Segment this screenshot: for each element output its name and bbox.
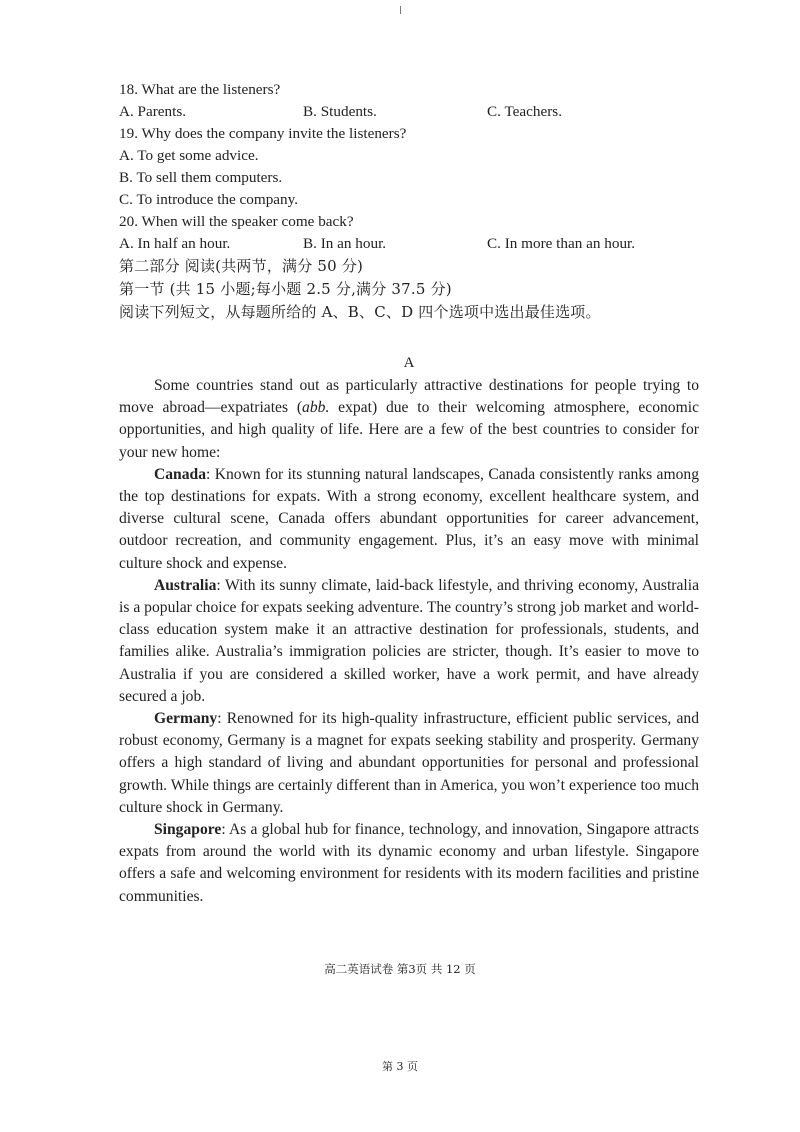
- q19-option-c: C. To introduce the company.: [119, 191, 299, 208]
- country-name-singapore: Singapore: [154, 821, 222, 839]
- paragraph-germany: [119, 708, 699, 819]
- intro-text-1: Some countries stand out as particularly attractive destinations for people trying to move abroad—expatriates (: [119, 377, 699, 417]
- question-19: 19. Why does the company invite the listeners?: [119, 125, 407, 142]
- exam-page-content: [119, 79, 699, 908]
- paragraph-canada-text: : Known for its stunning natural landscapes, Canada consistently ranks among the top destinations for expats. With a strong economy, excellent healthcare system, and diverse cultural scene, Canada offers abundant opportunities for career advancement, outdoor recreation, and community engagement. Plus, it’s an easy move with minimal culture shock and expense.: [119, 465, 699, 572]
- question-20: 20. When will the speaker come back?: [119, 213, 354, 230]
- passage-intro: [119, 375, 699, 464]
- reading-section-heading: 第一节 (共 15 小题;每小题 2.5 分,满分 37.5 分): [119, 280, 452, 298]
- paragraph-australia: [119, 575, 699, 708]
- paragraph-germany-text: : Renowned for its high-quality infrastructure, efficient public services, and robust economy, Germany is a magnet for expats seeking stability and prosperity. Germany offers a high standard of living and abundant opportunities for personal and professional growth. While things are certainly different than in America, you won’t experience too much culture shock in Germany.: [119, 710, 699, 816]
- q18-option-c: C. Teachers.: [487, 103, 562, 120]
- country-name-australia: Australia: [154, 576, 217, 594]
- exam-footer: 高二英语试卷 第3页 共 12 页: [324, 962, 476, 976]
- reading-part-heading: 第二部分 阅读(共两节，满分 50 分): [119, 257, 364, 275]
- intro-abbr: abb.: [302, 399, 330, 417]
- question-18: 18. What are the listeners?: [119, 81, 281, 98]
- q20-option-b: B. In an hour.: [303, 235, 387, 252]
- paragraph-singapore: [119, 819, 699, 908]
- top-edge-mark: [400, 6, 401, 14]
- reading-instruction: 阅读下列短文，从每题所给的 A、B、C、D 四个选项中选出最佳选项。: [119, 303, 601, 321]
- paragraph-canada: [119, 464, 699, 575]
- paragraph-australia-text: : With its sunny climate, laid-back lifestyle, and thriving economy, Australia is a popular choice for expats seeking adventure. The country’s strong job market and world-class education system make it an attractive destination for professionals, students, and families alike. Australia’s immigration policies are stricter, though. It’s easier to move to Australia if you are considered a skilled worker, have a work permit, and have already secured a job.: [119, 576, 699, 705]
- page-number: 第 3 页: [382, 1060, 418, 1073]
- country-name-germany: Germany: [154, 710, 218, 728]
- intro-text-2: expat) due to their welcoming atmosphere, economic opportunities, and high quality of life. Here are a few of the best countries to consider for your new home:: [119, 399, 699, 461]
- q19-option-a: A. To get some advice.: [119, 147, 259, 164]
- q19-option-b: B. To sell them computers.: [119, 169, 283, 186]
- question-18-options: [119, 101, 699, 123]
- q18-option-a: A. Parents.: [119, 103, 187, 120]
- question-20-options: [119, 233, 699, 255]
- passage-label: A: [403, 355, 415, 371]
- q18-option-b: B. Students.: [303, 103, 377, 120]
- paragraph-singapore-text: : As a global hub for finance, technology, and innovation, Singapore attracts expats from around the world with its dynamic economy and urban lifestyle. Singapore offers a safe and welcoming environment for residents with its modern facilities and pristine communities.: [119, 821, 699, 905]
- country-name-canada: Canada: [154, 465, 206, 483]
- q20-option-a: A. In half an hour.: [119, 235, 231, 252]
- q20-option-c: C. In more than an hour.: [487, 235, 636, 252]
